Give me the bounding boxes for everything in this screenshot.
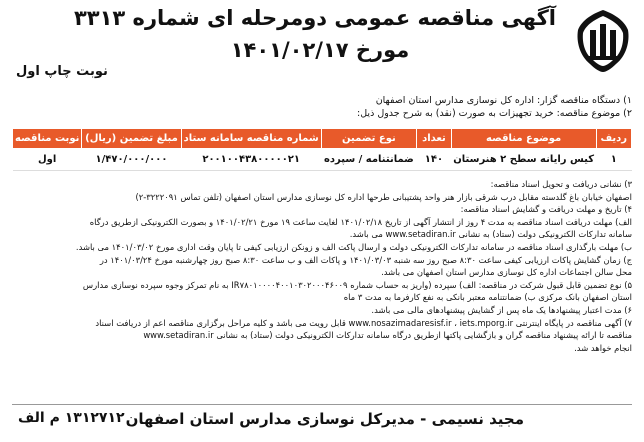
notice-date: مورخ ۱۴۰۱/۰۲/۱۷ <box>230 38 410 62</box>
print-round-label: نوبت چاپ اول <box>16 64 108 79</box>
notice-body <box>12 178 632 354</box>
cell-setad-number: ۲۰۰۱۰۰۴۳۸۰۰۰۰۰۲۱ <box>181 149 321 171</box>
cell-guarantee-type: ضمانتنامه / سپرده <box>321 149 416 171</box>
intro-line-2: ۲) موضوع مناقصه: خرید تجهیزات به صورت (نقد) به شرح جدول ذیل: <box>357 108 632 119</box>
col-header-quantity: تعداد <box>417 129 452 149</box>
intro-line-1: ۱) دستگاه مناقصه گزار: اداره کل نوسازی مدارس استان اصفهان <box>375 95 632 106</box>
col-header-row-number: ردیف <box>596 129 631 149</box>
col-header-subject: موضوع مناقصه <box>451 129 596 149</box>
body-line: اصفهان خیابان باغ گلدسته مقابل درب شرقی بازار هنر واحد پشتیبانی طرحها اداره کل نوسازی مدارس استان اصفهان (تلفن تماس ۳۲۲۲۰۹۱-۲) <box>135 191 632 202</box>
body-line: ۳) نشانی دریافت و تحویل اسناد مناقصه: <box>490 179 632 189</box>
col-header-round: نوبت مناقصه <box>13 129 82 149</box>
body-line: استان اصفهان بانک مرکزی ب) ضمانتنامه معتبر بانکی به نفع کارفرما به مدت ۳ ماه <box>343 292 632 303</box>
body-line: ۷) آگهی مناقصه در پایگاه اینترنتی www.nosazimadaresisf.ir ، iets.mporg.ir قابل رویت می باشد و کلیه مراحل برگزاری مناقصه اعم از دریافت اسناد <box>95 317 632 328</box>
tender-table <box>12 128 632 171</box>
cell-subject: کیس رایانه سطح ۲ هنرستان <box>451 149 596 171</box>
intro-section <box>12 94 632 120</box>
col-header-guarantee-amount: مبلغ تضمین (ریال) <box>82 129 181 149</box>
body-line: سامانه تدارکات الکترونیکی دولت (ستاد) به نشانی www.setadiran.ir می باشد. <box>349 229 632 240</box>
signer-name: مجید نسیمی - مدیرکل نوسازی مدارس استان اصفهان <box>125 410 524 428</box>
body-line: انجام خواهد شد. <box>574 342 632 353</box>
body-line: ۶) مدت اعتبار پیشنهادها یک ماه پس از گشایش پیشنهادهای مالی می باشد. <box>371 304 632 315</box>
body-line: مناقصه تا ارائه پیشنهاد مناقصه گران و بازگشایی پاکتها ازطریق درگاه سامانه تدارکات الکترونیکی دولت (ستاد) به نشانی www.setadiran.ir <box>143 330 632 341</box>
body-line: ب) مهلت بارگذاری اسناد مناقصه در سامانه تدارکات الکترونیکی دولت و ارسال پاکت الف و زونکن ارزیابی کیفی تا پایان وقت اداری مورخ ۱۴۰۱/۰۳/۰۲ می باشد. <box>75 241 632 252</box>
body-line: محل سالن اجتماعات اداره کل نوسازی مدارس استان اصفهان می باشد. <box>381 267 632 278</box>
body-line: ۵) نوع تضمین قابل قبول شرکت در مناقصه: الف) سپرده (واریز به حساب شماره IR۷۸۰۱۰۰۰۰۴۰۰۱۰۳۰۲۰۰۰۴۶۰۰۹ به نام تمرکز وجوه سپرده نوسازی مدارس <box>82 279 632 290</box>
emblem-logo <box>572 8 634 74</box>
body-line: ۴) تاریخ و مهلت دریافت و گشایش اسناد مناقصه: <box>460 204 632 215</box>
notice-code: ۱۳۱۲۷۱۲ م الف <box>18 410 125 426</box>
col-header-setad-number: شماره مناقصه سامانه ستاد <box>181 129 321 149</box>
cell-round: اول <box>13 149 82 171</box>
cell-guarantee-amount: ۱/۴۷۰/۰۰۰/۰۰۰ <box>82 149 181 171</box>
table-header-row <box>13 129 632 149</box>
body-line: الف) مهلت دریافت اسناد مناقصه به مدت ۴ روز از انتشار آگهی از تاریخ ۱۴۰۱/۰۲/۱۸ لغایت ساعت ۱۹ مورخ ۱۴۰۱/۰۲/۲۱ و بصورت الکترونیکی ازطریق درگاه <box>89 216 632 227</box>
notice-title: آگهی مناقصه عمومی دومرحله ای شماره ۳۳۱۳ <box>73 6 556 30</box>
table-row <box>13 149 632 171</box>
footer <box>0 402 644 432</box>
body-line: ج) زمان گشایش پاکات ارزیابی کیفی ساعت ۸:۳۰ صبح روز سه شنبه ۱۴۰۱/۰۳/۰۳ و پاکات الف و ب ساعت ۸:۳۰ صبح روز چهارشنبه مورخ ۱۴۰۱/۰۳/۲۴ در <box>99 254 632 265</box>
cell-row-number: ۱ <box>596 149 631 171</box>
cell-quantity: ۱۴۰ <box>417 149 452 171</box>
col-header-guarantee-type: نوع تضمین <box>321 129 416 149</box>
